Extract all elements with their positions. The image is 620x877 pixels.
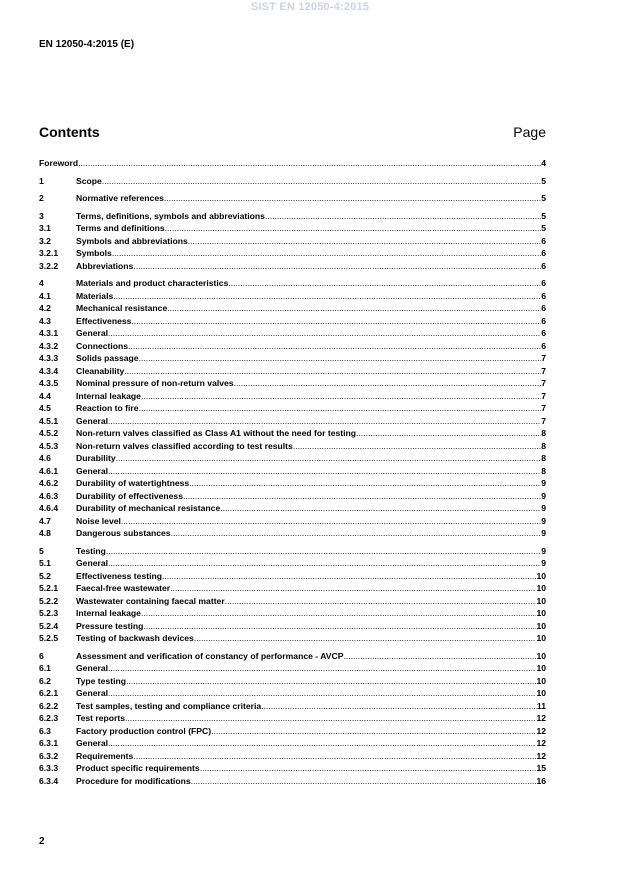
toc-entry-number: 4.3.4 — [39, 365, 59, 376]
toc-entry-title: General — [76, 415, 109, 426]
document-id: EN 12050-4:2015 (E) — [39, 39, 135, 50]
toc-leader-dots — [143, 620, 536, 633]
toc-entry-title: Faecal-free wastewater — [76, 583, 171, 593]
toc-entry[interactable] — [39, 340, 546, 353]
toc-entry-number: 4.8 — [39, 528, 51, 538]
toc-entry-page: 6 — [541, 328, 546, 338]
toc-entry-number: 4.6.3 — [39, 490, 59, 501]
toc-entry-title: Testing of backwash devices — [76, 633, 194, 643]
toc-leader-dots — [220, 502, 541, 515]
toc-entry[interactable] — [39, 737, 546, 750]
toc-entry-number: 5.2 — [39, 570, 51, 581]
toc-leader-dots — [128, 340, 541, 353]
toc-leader-dots — [113, 290, 541, 303]
toc-entry[interactable] — [39, 247, 546, 260]
toc-entry-number: 6.1 — [39, 663, 51, 673]
toc-entry-title: Terms and definitions — [76, 223, 165, 233]
toc-entry-number: 4.5.1 — [39, 415, 59, 426]
toc-entry-page: 8 — [541, 453, 546, 463]
toc-leader-dots — [133, 260, 541, 273]
toc-leader-dots — [108, 737, 536, 750]
toc-entry-title: Materials and product characteristics — [76, 278, 229, 288]
toc-entry-page: 10 — [536, 675, 546, 686]
toc-entry-title: Non-return valves classified according to test results — [76, 440, 293, 451]
toc-entry-page: 5 — [541, 210, 546, 221]
toc-leader-dots — [191, 775, 537, 788]
toc-entry[interactable] — [39, 365, 546, 378]
toc-leader-dots — [261, 700, 537, 713]
toc-entry-title: General — [76, 465, 109, 476]
toc-leader-dots — [124, 365, 541, 378]
toc-entry-number: 5 — [39, 545, 44, 556]
toc-leader-dots — [106, 545, 541, 558]
toc-entry-number: 5.2.1 — [39, 583, 59, 593]
toc-entry-page: 6 — [541, 315, 546, 326]
toc-entry[interactable] — [39, 632, 546, 645]
toc-entry[interactable] — [39, 390, 546, 403]
toc-entry-title: Durability of effectiveness — [76, 490, 183, 501]
toc-entry[interactable] — [39, 725, 546, 738]
toc-entry-page: 12 — [536, 713, 546, 723]
toc-entry-page: 11 — [536, 700, 546, 711]
toc-entry[interactable] — [39, 490, 546, 503]
toc-entry[interactable] — [39, 290, 546, 303]
toc-leader-dots — [139, 352, 542, 365]
toc-leader-dots — [131, 315, 541, 328]
toc-leader-dots — [125, 712, 536, 725]
toc-entry-title: Solids passage — [76, 353, 139, 363]
toc-entry-title: Durability of watertightness — [76, 478, 190, 488]
toc-entry-title: Reaction to fire — [76, 403, 139, 413]
toc-entry-title: Effectiveness testing — [76, 570, 162, 581]
toc-entry-number: 6.2.2 — [39, 700, 59, 711]
toc-entry[interactable] — [39, 675, 546, 688]
toc-entry[interactable] — [39, 620, 546, 633]
toc-leader-dots — [265, 210, 541, 223]
toc-entry-page: 15 — [536, 763, 546, 773]
toc-entry-page: 6 — [541, 235, 546, 246]
toc-entry[interactable] — [39, 440, 546, 453]
toc-entry-number: 3.2.1 — [39, 248, 59, 258]
toc-leader-dots — [108, 687, 536, 700]
toc-entry-page: 12 — [536, 725, 546, 736]
toc-entry-number: 4.3.5 — [39, 378, 59, 388]
toc-entry-title: Scope — [76, 175, 102, 186]
toc-leader-dots — [167, 302, 541, 315]
toc-leader-dots — [141, 390, 541, 403]
toc-leader-dots — [108, 327, 541, 340]
toc-leader-dots — [133, 750, 536, 763]
toc-leader-dots — [164, 192, 541, 205]
toc-entry[interactable] — [39, 527, 546, 540]
toc-entry[interactable] — [39, 545, 546, 558]
toc-entry[interactable] — [39, 557, 546, 570]
toc-entry[interactable] — [39, 775, 546, 788]
toc-entry-title: Product specific requirements — [76, 763, 200, 773]
toc-entry-page: 9 — [541, 528, 546, 538]
toc-entry-page: 8 — [541, 428, 546, 438]
toc-entry-page: 9 — [541, 558, 546, 568]
toc-entry-page: 10 — [536, 595, 546, 606]
toc-entry-page: 10 — [536, 583, 546, 593]
toc-entry-title: Factory production control (FPC) — [76, 725, 212, 736]
toc-leader-dots — [170, 582, 536, 595]
toc-entry[interactable] — [39, 712, 546, 725]
toc-leader-dots — [183, 490, 541, 503]
toc-entry-number: 4.6 — [39, 453, 51, 463]
watermark: SIST EN 12050-4:2015 — [250, 1, 370, 13]
toc-entry-title: Connections — [76, 340, 129, 351]
toc-entry-title: Noise level — [76, 515, 121, 526]
toc-entry-title: Dangerous substances — [76, 528, 171, 538]
toc-leader-dots — [78, 157, 541, 170]
toc-leader-dots — [194, 632, 537, 645]
toc-leader-dots — [293, 440, 541, 453]
toc-entry-page: 10 — [536, 570, 546, 581]
toc-entry-number: 5.2.4 — [39, 620, 59, 631]
toc-entry-page: 5 — [541, 193, 546, 203]
toc-entry[interactable] — [39, 452, 546, 465]
toc-entry-title: Testing — [76, 545, 106, 556]
toc-entry[interactable] — [39, 175, 546, 188]
toc-leader-dots — [189, 477, 541, 490]
toc-entry-title: Assessment and verification of constancy of performance - AVCP — [76, 650, 344, 661]
toc-leader-dots — [139, 402, 542, 415]
toc-entry-page: 10 — [536, 633, 546, 643]
toc-entry-number: 6.3.3 — [39, 763, 59, 773]
toc-entry-number: 4 — [39, 278, 44, 288]
toc-entry-page: 8 — [541, 465, 546, 476]
toc-entry-title: Wastewater containing faecal matter — [76, 595, 225, 606]
toc-entry-number: 3 — [39, 210, 44, 221]
toc-entry-number: 4.2 — [39, 303, 51, 313]
toc-entry[interactable] — [39, 465, 546, 478]
toc-entry-number: Foreword — [39, 158, 79, 168]
toc-entry-title: Nominal pressure of non-return valves — [76, 378, 234, 388]
toc-entry-number: 4.6.1 — [39, 465, 59, 476]
toc-entry-number: 6.3.1 — [39, 738, 59, 748]
toc-entry[interactable] — [39, 762, 546, 775]
toc-leader-dots — [356, 427, 541, 440]
toc-leader-dots — [141, 607, 536, 620]
toc-entry-page: 9 — [541, 503, 546, 513]
toc-leader-dots — [165, 222, 542, 235]
toc-entry-title: Internal leakage — [76, 390, 141, 401]
toc-leader-dots — [171, 527, 542, 540]
toc-entry[interactable] — [39, 595, 546, 608]
toc-entry-title: Requirements — [76, 750, 134, 761]
toc-entry-number: 5.2.5 — [39, 633, 59, 643]
toc-entry-number: 6.3.2 — [39, 750, 59, 761]
toc-leader-dots — [234, 377, 542, 390]
page-number: 2 — [39, 836, 45, 847]
toc-entry-number: 6.2 — [39, 675, 51, 686]
toc-entry[interactable] — [39, 327, 546, 340]
toc-entry-title: Cleanability — [76, 365, 125, 376]
toc-entry[interactable] — [39, 192, 546, 205]
toc-entry-title: Materials — [76, 290, 114, 301]
toc-entry-page: 9 — [541, 490, 546, 501]
toc-entry[interactable] — [39, 235, 546, 248]
toc-entry-page: 9 — [541, 478, 546, 488]
toc-entry-page: 7 — [541, 403, 546, 413]
toc-entry-title: Effectiveness — [76, 315, 132, 326]
toc-entry-page: 6 — [541, 290, 546, 301]
toc-leader-dots — [225, 595, 537, 608]
toc-leader-dots — [116, 452, 542, 465]
toc-entry-page: 10 — [536, 688, 546, 698]
toc-entry-page: 10 — [536, 663, 546, 673]
toc-entry[interactable] — [39, 377, 546, 390]
toc-entry-number: 6.2.1 — [39, 688, 59, 698]
toc-leader-dots — [343, 650, 536, 663]
toc-entry-number: 3.2 — [39, 235, 51, 246]
toc-entry-title: Test samples, testing and compliance criteria — [76, 700, 262, 711]
toc-entry-page: 8 — [541, 440, 546, 451]
toc-entry-page: 6 — [541, 278, 546, 288]
toc-entry-title: General — [76, 328, 109, 338]
toc-entry[interactable] — [39, 315, 546, 328]
toc-entry-title: Durability of mechanical resistance — [76, 503, 221, 513]
toc-entry[interactable] — [39, 415, 546, 428]
toc-entry-page: 12 — [536, 750, 546, 761]
toc-entry[interactable] — [39, 650, 546, 663]
toc-leader-dots — [108, 662, 536, 675]
toc-entry-number: 4.6.2 — [39, 478, 59, 488]
toc-entry-number: 4.1 — [39, 290, 51, 301]
toc-entry[interactable] — [39, 515, 546, 528]
toc-entry-page: 9 — [541, 515, 546, 526]
toc-entry[interactable] — [39, 687, 546, 700]
toc-leader-dots — [211, 725, 536, 738]
toc-entry[interactable] — [39, 222, 546, 235]
toc-entry-title: Terms, definitions, symbols and abbreviations — [76, 210, 265, 221]
toc-entry[interactable] — [39, 352, 546, 365]
toc-entry-title: Symbols — [76, 248, 112, 258]
toc-entry-number: 4.5 — [39, 403, 51, 413]
toc-entry[interactable] — [39, 302, 546, 315]
toc-entry-number: 5.1 — [39, 558, 51, 568]
toc-entry-title: Durability — [76, 453, 116, 463]
toc-entry-page: 4 — [541, 158, 546, 168]
toc-entry-page: 7 — [541, 390, 546, 401]
toc-entry[interactable] — [39, 277, 546, 290]
toc-entry[interactable] — [39, 570, 546, 583]
toc-entry-number: 6.3 — [39, 725, 51, 736]
toc-entry-page: 6 — [541, 340, 546, 351]
toc-entry-page: 5 — [541, 223, 546, 233]
toc-entry-page: 7 — [541, 353, 546, 363]
toc-entry-page: 9 — [541, 545, 546, 556]
toc-entry[interactable] — [39, 210, 546, 223]
toc-entry[interactable] — [39, 582, 546, 595]
toc-entry-title: General — [76, 663, 109, 673]
toc-leader-dots — [200, 762, 537, 775]
toc-entry-page: 12 — [536, 738, 546, 748]
toc-entry-title: Non-return valves classified as Class A1 without the need for testing — [76, 428, 357, 438]
toc-entry-title: Normative references — [76, 193, 164, 203]
toc-entry-title: Mechanical resistance — [76, 303, 168, 313]
toc-entry[interactable] — [39, 260, 546, 273]
toc-entry-page: 6 — [541, 260, 546, 271]
toc-entry-page: 7 — [541, 415, 546, 426]
toc-entry-number: 6.3.4 — [39, 775, 59, 786]
toc-leader-dots — [108, 557, 541, 570]
toc-entry[interactable] — [39, 477, 546, 490]
toc-entry-number: 4.3.3 — [39, 353, 59, 363]
toc-entry-page: 16 — [536, 775, 546, 786]
toc-entry-page: 7 — [541, 378, 546, 388]
toc-entry-number: 4.6.4 — [39, 503, 59, 513]
toc-leader-dots — [102, 175, 541, 188]
toc-entry-number: 4.3 — [39, 315, 51, 326]
toc-entry-number: 1 — [39, 175, 44, 186]
toc-entry-number: 5.2.2 — [39, 595, 59, 606]
toc-entry-number: 4.3.1 — [39, 328, 59, 338]
page-column-label: Page — [513, 124, 546, 140]
toc-entry-title: Procedure for modifications — [76, 775, 191, 786]
toc-entry[interactable] — [39, 157, 546, 170]
toc-entry[interactable] — [39, 427, 546, 440]
toc-entry-page: 5 — [541, 175, 546, 186]
toc-entry-title: Internal leakage — [76, 608, 141, 618]
toc-entry-title: Type testing — [76, 675, 126, 686]
toc-entry[interactable] — [39, 607, 546, 620]
toc-entry-number: 5.2.3 — [39, 608, 59, 618]
toc-entry[interactable] — [39, 700, 546, 713]
toc-entry-title: Symbols and abbreviations — [76, 235, 188, 246]
toc-entry-number: 4.3.2 — [39, 340, 59, 351]
toc-entry-title: General — [76, 558, 109, 568]
table-of-contents — [39, 157, 546, 787]
toc-leader-dots — [188, 235, 541, 248]
toc-entry-page: 10 — [536, 620, 546, 631]
toc-leader-dots — [112, 247, 541, 260]
toc-entry-number: 4.5.2 — [39, 428, 59, 438]
toc-entry-page: 7 — [541, 365, 546, 376]
toc-entry[interactable] — [39, 750, 546, 763]
toc-entry-title: General — [76, 738, 109, 748]
toc-entry-page: 10 — [536, 608, 546, 618]
toc-leader-dots — [108, 465, 541, 478]
toc-entry-title: Abbreviations — [76, 260, 134, 271]
toc-entry-number: 4.7 — [39, 515, 51, 526]
toc-leader-dots — [162, 570, 536, 583]
toc-entry[interactable] — [39, 502, 546, 515]
toc-entry-page: 6 — [541, 248, 546, 258]
toc-entry[interactable] — [39, 662, 546, 675]
contents-heading: Contents — [39, 124, 100, 140]
toc-entry-number: 4.4 — [39, 390, 51, 401]
toc-entry-number: 6 — [39, 650, 44, 661]
toc-leader-dots — [228, 277, 541, 290]
toc-leader-dots — [126, 675, 536, 688]
toc-entry-number: 6.2.3 — [39, 713, 59, 723]
toc-entry-number: 4.5.3 — [39, 440, 59, 451]
toc-entry-number: 2 — [39, 193, 44, 203]
toc-entry[interactable] — [39, 402, 546, 415]
toc-entry-page: 10 — [536, 650, 546, 661]
toc-entry-title: General — [76, 688, 109, 698]
toc-entry-title: Test reports — [76, 713, 126, 723]
toc-entry-title: Pressure testing — [76, 620, 144, 631]
toc-leader-dots — [108, 415, 541, 428]
toc-leader-dots — [121, 515, 541, 528]
toc-entry-number: 3.1 — [39, 223, 51, 233]
toc-entry-page: 6 — [541, 303, 546, 313]
toc-entry-number: 3.2.2 — [39, 260, 59, 271]
